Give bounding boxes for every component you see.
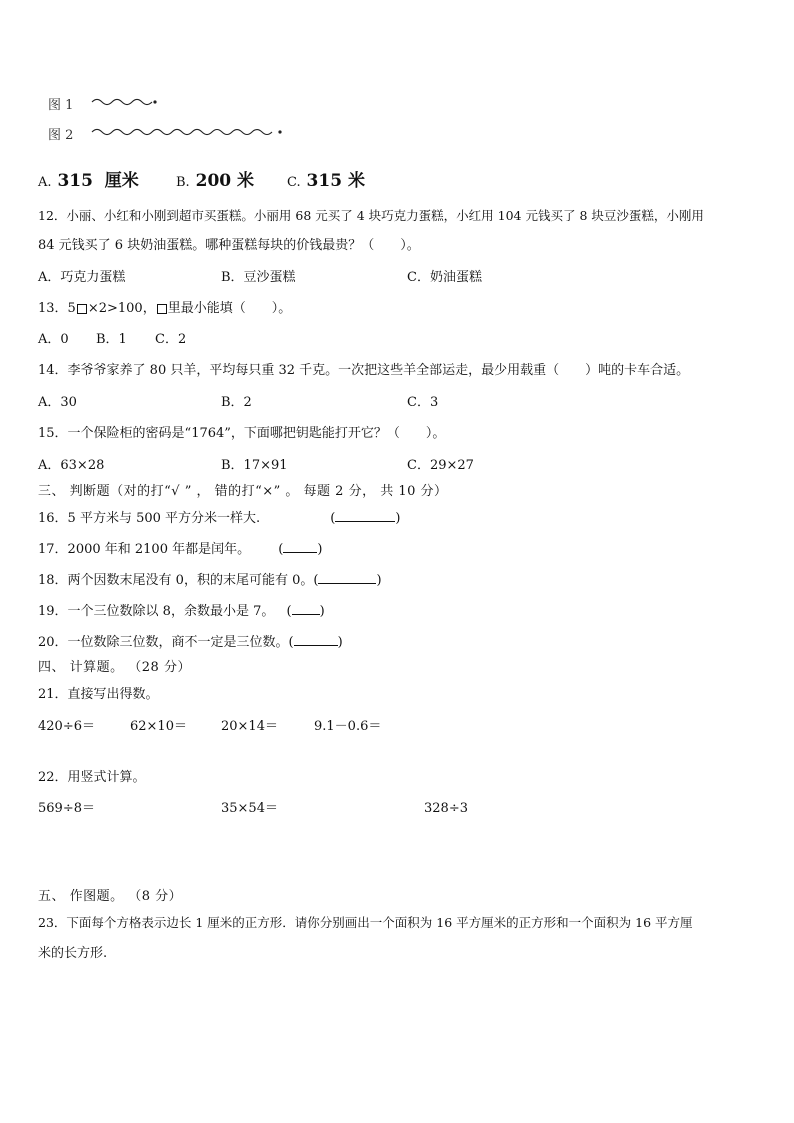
q13-option-a[interactable]: A．0 bbox=[38, 332, 69, 347]
q12-option-b[interactable]: B．豆沙蛋糕 bbox=[221, 270, 296, 285]
q21-item-4[interactable]: 9.1－0.6＝ bbox=[314, 719, 382, 734]
q21-item-2[interactable]: 62×10＝ bbox=[130, 719, 187, 734]
q17-statement: 17．2000 年和 2100 年都是闰年。 ( ) bbox=[38, 542, 323, 557]
q13-text: 13．5 ×2>100， 里最小能填（ ）。 bbox=[38, 301, 292, 316]
q12-text-line2: 84 元钱买了 6 块奶油蛋糕。哪种蛋糕每块的价钱最贵？（ ）。 bbox=[38, 238, 420, 253]
q15-text: 15．一个保险柜的密码是“1764”，下面哪把钥匙能打开它？（ ）。 bbox=[38, 426, 446, 441]
figure-2-label: 图 2 bbox=[48, 128, 74, 143]
q15-option-b[interactable]: B．17×91 bbox=[221, 458, 288, 473]
q15-option-c[interactable]: C．29×27 bbox=[407, 458, 474, 473]
q15-option-a[interactable]: A．63×28 bbox=[38, 458, 105, 473]
blank-box-icon bbox=[157, 304, 167, 314]
q22-title: 22．用竖式计算。 bbox=[38, 770, 146, 785]
q12-option-c[interactable]: C．奶油蛋糕 bbox=[407, 270, 482, 285]
q13-option-c[interactable]: C．2 bbox=[155, 332, 187, 347]
q21-item-3[interactable]: 20×14＝ bbox=[221, 719, 278, 734]
q13-option-b[interactable]: B．1 bbox=[96, 332, 127, 347]
q22-item-3[interactable]: 328÷3 bbox=[424, 801, 468, 816]
q23-text-line1: 23．下面每个方格表示边长 1 厘米的正方形．请你分别画出一个面积为 16 平方厘米的正方形和一个面积为 16 平方厘 bbox=[38, 915, 693, 930]
figure-1-wavy-line bbox=[90, 96, 162, 108]
figure-2-wavy-line bbox=[90, 126, 286, 138]
q21-item-1[interactable]: 420÷6＝ bbox=[38, 719, 95, 734]
q21-title: 21．直接写出得数。 bbox=[38, 687, 159, 702]
section-5-heading: 五、 作图题。 （8 分） bbox=[38, 889, 183, 904]
q12-option-a[interactable]: A．巧克力蛋糕 bbox=[38, 270, 126, 285]
answer-blank[interactable] bbox=[292, 602, 320, 615]
answer-blank[interactable] bbox=[283, 540, 317, 553]
q19-statement: 19．一个三位数除以 8，余数最小是 7。 ( ) bbox=[38, 604, 325, 619]
q11-option-c[interactable]: C. 315 米 bbox=[287, 171, 365, 191]
blank-box-icon bbox=[77, 304, 87, 314]
q11-option-a[interactable]: A. 315 厘米 bbox=[38, 171, 139, 191]
q12-text-line1: 12．小丽、小红和小刚到超市买蛋糕。小丽用 68 元买了 4 块巧克力蛋糕，小红用 104 元钱买了 8 块豆沙蛋糕，小刚用 bbox=[38, 208, 704, 223]
q14-text: 14．李爷爷家养了 80 只羊，平均每只重 32 千克。一次把这些羊全部运走，最少用载重（ ）吨的卡车合适。 bbox=[38, 363, 690, 378]
q22-item-2[interactable]: 35×54＝ bbox=[221, 801, 278, 816]
q23-text-line2: 米的长方形. bbox=[38, 946, 108, 961]
q18-statement: 18．两个因数末尾没有 0，积的末尾可能有 0。( ) bbox=[38, 573, 382, 588]
answer-blank[interactable] bbox=[318, 571, 376, 584]
answer-blank[interactable] bbox=[294, 633, 338, 646]
section-4-heading: 四、 计算题。 （28 分） bbox=[38, 660, 191, 675]
q11-option-b[interactable]: B. 200 米 bbox=[176, 171, 255, 191]
q14-option-b[interactable]: B．2 bbox=[221, 395, 252, 410]
q14-option-a[interactable]: A．30 bbox=[38, 395, 77, 410]
figure-1-label: 图 1 bbox=[48, 98, 74, 113]
section-3-heading: 三、 判断题（对的打“√ ” ， 错的打“×” 。 每题 2 分， 共 10 分） bbox=[38, 484, 448, 499]
answer-blank[interactable] bbox=[335, 509, 395, 522]
q20-statement: 20．一位数除三位数，商不一定是三位数。( ) bbox=[38, 635, 343, 650]
q16-statement: 16．5 平方米与 500 平方分米一样大. ( ) bbox=[38, 511, 401, 526]
q14-option-c[interactable]: C．3 bbox=[407, 395, 439, 410]
q22-item-1[interactable]: 569÷8＝ bbox=[38, 801, 95, 816]
